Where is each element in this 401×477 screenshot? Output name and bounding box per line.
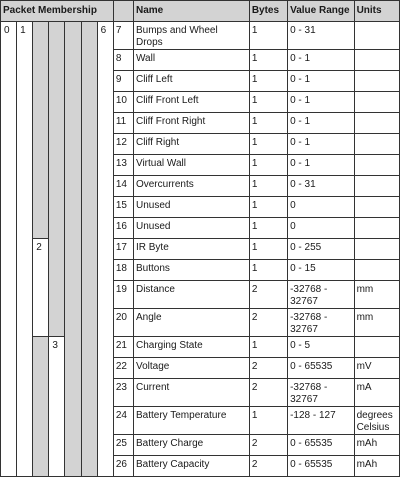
name-cell: Buttons [133,260,249,281]
units-cell: mAh [354,456,399,477]
header-packet-membership: Packet Membership [1,1,114,22]
bytes-cell: 2 [249,281,287,309]
name-cell: Virtual Wall [133,155,249,176]
value-range-cell: 0 - 15 [288,260,354,281]
value-range-cell: -32768 - 32767 [288,281,354,309]
units-cell: mAh [354,435,399,456]
packet-id-cell: 12 [113,134,133,155]
units-cell [354,155,399,176]
packet-2-cell: 2 [33,239,49,337]
packet-id-cell: 21 [113,337,133,358]
value-range-cell: 0 - 255 [288,239,354,260]
header-bytes: Bytes [249,1,287,22]
bytes-cell: 1 [249,218,287,239]
name-cell: Voltage [133,358,249,379]
bytes-cell: 1 [249,337,287,358]
units-cell [354,218,399,239]
units-cell [354,113,399,134]
value-range-cell: 0 [288,197,354,218]
packet-id-cell: 8 [113,50,133,71]
packet-id-cell: 23 [113,379,133,407]
bytes-cell: 1 [249,71,287,92]
bytes-cell: 2 [249,379,287,407]
packet-1-cell: 1 [17,22,33,477]
units-cell: mm [354,309,399,337]
packet-id-cell: 17 [113,239,133,260]
bytes-cell: 2 [249,456,287,477]
value-range-cell: 0 - 31 [288,22,354,50]
bytes-cell: 1 [249,50,287,71]
packet-id-cell: 14 [113,176,133,197]
units-cell [354,197,399,218]
name-cell: Battery Charge [133,435,249,456]
units-cell: mm [354,281,399,309]
packet-id-cell: 20 [113,309,133,337]
units-cell: mA [354,379,399,407]
value-range-cell: 0 - 1 [288,155,354,176]
value-range-cell: 0 [288,218,354,239]
value-range-cell: 0 - 5 [288,337,354,358]
value-range-cell: 0 - 65535 [288,435,354,456]
name-cell: Battery Temperature [133,407,249,435]
units-cell [354,71,399,92]
bytes-cell: 2 [249,309,287,337]
value-range-cell: 0 - 1 [288,71,354,92]
bytes-cell: 1 [249,155,287,176]
packet-id-cell: 25 [113,435,133,456]
header-name: Name [133,1,249,22]
value-range-cell: 0 - 31 [288,176,354,197]
value-range-cell: 0 - 1 [288,134,354,155]
value-range-cell: -32768 - 32767 [288,379,354,407]
packet-id-cell: 16 [113,218,133,239]
name-cell: Unused [133,218,249,239]
bytes-cell: 1 [249,176,287,197]
table-row [1,22,400,50]
units-cell [354,22,399,50]
name-cell: Current [133,379,249,407]
bytes-cell: 1 [249,22,287,50]
units-cell [354,50,399,71]
packet-id-cell: 26 [113,456,133,477]
name-cell: Cliff Left [133,71,249,92]
packet-id-cell: 11 [113,113,133,134]
packet-id-cell: 15 [113,197,133,218]
packet-id-cell: 19 [113,281,133,309]
membership-gap-cell [33,22,49,239]
value-range-cell: -32768 - 32767 [288,309,354,337]
table-row [1,337,400,358]
membership-gap-cell [65,22,81,477]
packet-6-cell: 6 [97,22,113,477]
packet-id-cell: 22 [113,358,133,379]
membership-gap-cell [81,22,97,477]
units-cell [354,337,399,358]
name-cell: Cliff Right [133,134,249,155]
bytes-cell: 1 [249,407,287,435]
header-row [1,1,400,22]
name-cell: Overcurrents [133,176,249,197]
packet-3-cell: 3 [49,337,65,477]
bytes-cell: 1 [249,113,287,134]
packet-id-cell: 24 [113,407,133,435]
packet-id-cell: 7 [113,22,133,50]
name-cell: IR Byte [133,239,249,260]
header-packet-id [113,1,133,22]
units-cell [354,260,399,281]
units-cell [354,176,399,197]
value-range-cell: 0 - 1 [288,113,354,134]
value-range-cell: 0 - 1 [288,50,354,71]
name-cell: Distance [133,281,249,309]
name-cell: Angle [133,309,249,337]
packet-id-cell: 18 [113,260,133,281]
name-cell: Unused [133,197,249,218]
name-cell: Wall [133,50,249,71]
units-cell [354,92,399,113]
name-cell: Cliff Front Right [133,113,249,134]
bytes-cell: 1 [249,260,287,281]
membership-gap-cell [49,22,65,337]
value-range-cell: -128 - 127 [288,407,354,435]
packet-id-cell: 9 [113,71,133,92]
name-cell: Charging State [133,337,249,358]
packet-id-cell: 10 [113,92,133,113]
name-cell: Battery Capacity [133,456,249,477]
membership-gap-cell [33,337,49,477]
bytes-cell: 2 [249,358,287,379]
value-range-cell: 0 - 1 [288,92,354,113]
name-cell: Bumps and Wheel Drops [133,22,249,50]
packet-0-cell: 0 [1,22,17,477]
name-cell: Cliff Front Left [133,92,249,113]
header-units: Units [354,1,399,22]
value-range-cell: 0 - 65535 [288,456,354,477]
bytes-cell: 2 [249,435,287,456]
bytes-cell: 1 [249,197,287,218]
value-range-cell: 0 - 65535 [288,358,354,379]
header-value-range: Value Range [288,1,354,22]
units-cell [354,134,399,155]
units-cell: mV [354,358,399,379]
units-cell [354,239,399,260]
bytes-cell: 1 [249,239,287,260]
bytes-cell: 1 [249,134,287,155]
packet-id-cell: 13 [113,155,133,176]
bytes-cell: 1 [249,92,287,113]
units-cell: degrees Celsius [354,407,399,435]
